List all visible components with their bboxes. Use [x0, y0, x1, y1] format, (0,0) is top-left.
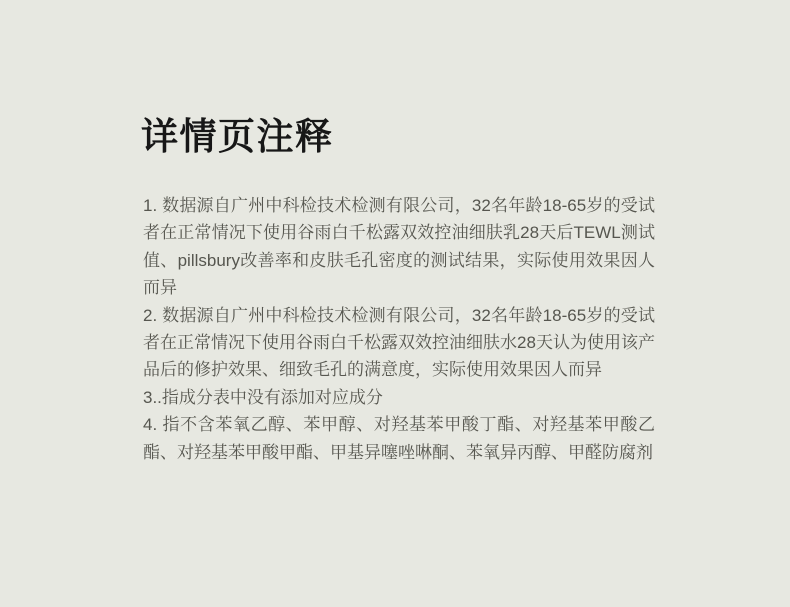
page-title: 详情页注释 [141, 116, 334, 157]
note-item-2: 2. 数据源自广州中科检技术检测有限公司，32名年龄18-65岁的受试者在正常情况下使用谷雨白千松露双效控油细肤水28天认为使用该产品后的修护效果、细致毛孔的满意度，实际使用效果因人而异 [143, 305, 655, 380]
note-item-3: 3..指成分表中没有添加对应成分 [143, 387, 383, 407]
note-item-1: 1. 数据源自广州中科检技术检测有限公司，32名年龄18-65岁的受试者在正常情况下使用谷雨白千松露双效控油细肤乳28天后TEWL测试值、pillsbury改善率和皮肤毛孔密度的测试结果，实际使用效果因人而异 [143, 196, 655, 298]
notes-list [143, 192, 655, 466]
note-item-4: 4. 指不含苯氧乙醇、苯甲醇、对羟基苯甲酸丁酯、对羟基苯甲酸乙酯、对羟基苯甲酸甲酯、甲基异噻唑啉酮、苯氧异丙醇、甲醛防腐剂 [143, 415, 655, 462]
